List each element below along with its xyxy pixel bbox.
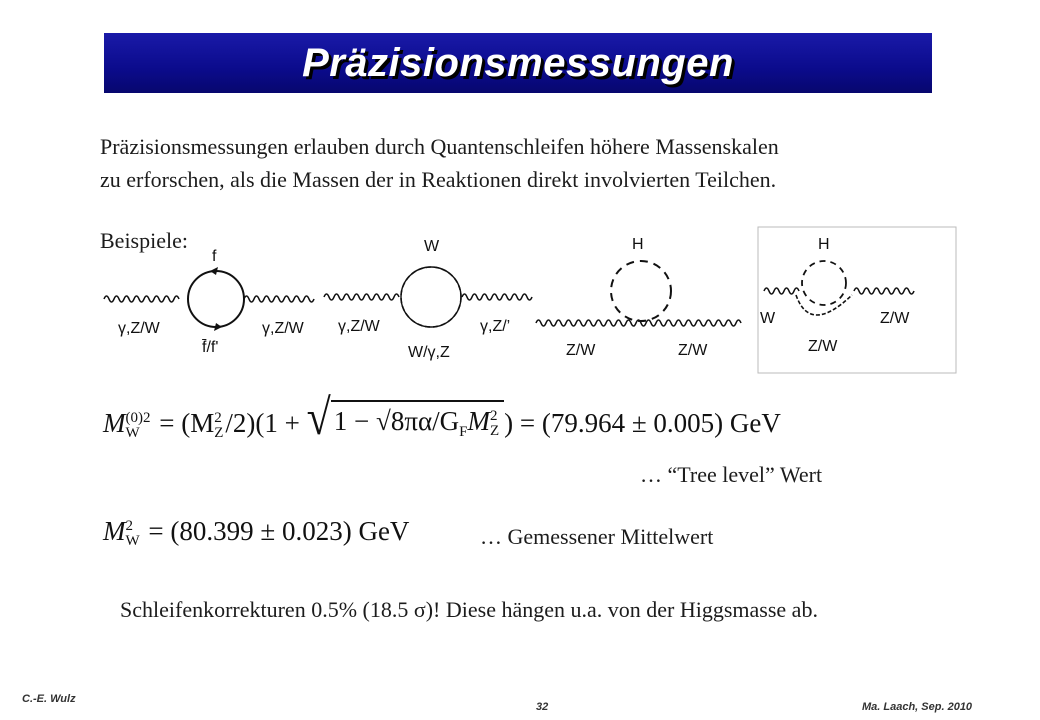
tree-lhs-sup: (0)2 bbox=[125, 409, 151, 426]
footer-page-number: 32 bbox=[536, 701, 549, 713]
diagram2-label-top: W bbox=[424, 238, 440, 255]
intro-line-2: zu erforschen, als die Massen der in Reaktionen direkt involvierten Teilchen. bbox=[100, 167, 777, 192]
diagram3-label-left: Z/W bbox=[566, 342, 596, 359]
measured-formula bbox=[103, 516, 409, 549]
tree-part2: /2)(1 + bbox=[225, 408, 300, 438]
title-bar bbox=[104, 33, 932, 93]
diagram2-label-left: γ,Z/W bbox=[338, 318, 380, 335]
measured-lhs-sup: 2 bbox=[125, 517, 133, 534]
diagram1-label-f: f bbox=[212, 248, 217, 265]
diagram2-label-right: γ,Z/’ bbox=[480, 318, 511, 335]
tree-result: ) = (79.964 ± 0.005) GeV bbox=[504, 408, 781, 438]
footer-event: Ma. Laach, Sep. 2010 bbox=[862, 701, 973, 713]
diagram4-label-top: H bbox=[818, 236, 830, 253]
diagram3-label-right: Z/W bbox=[678, 342, 708, 359]
measured-lhs-sub: W bbox=[125, 532, 140, 549]
diagram3-label-top: H bbox=[632, 236, 644, 253]
diagram4-label-left: W bbox=[760, 310, 776, 327]
tree-sqrt-inner: 8πα/G bbox=[390, 406, 460, 436]
diagram1-label-right: γ,Z/W bbox=[262, 320, 304, 337]
footer-author: C.-E. Wulz bbox=[22, 693, 76, 705]
tree-eq1: = (M bbox=[159, 408, 215, 438]
tree-mz-sup: 2 bbox=[214, 409, 222, 426]
diagram1-label-fbar: f̄/f' bbox=[202, 339, 219, 356]
tree-mz: M bbox=[467, 406, 490, 436]
sqrt-expression: √ $1 - √8\pi\alpha/G_FM$ 2 Z bbox=[307, 400, 505, 441]
feynman-diagrams bbox=[96, 225, 960, 377]
loop-corrections-text: Schleifenkorrekturen 0.5% (18.5 σ)! Diese hängen u.a. von der Higgsmasse ab. bbox=[120, 597, 818, 622]
measured-lhs-base: M bbox=[103, 516, 126, 546]
diagram1-label-left: γ,Z/W bbox=[118, 320, 160, 337]
tree-level-note: … “Tree level” Wert bbox=[640, 462, 823, 487]
tree-sqrt-body: 1 − bbox=[333, 406, 377, 436]
diagram4-label-right: Z/W bbox=[880, 310, 910, 327]
tree-level-formula bbox=[103, 389, 781, 446]
intro-line-1: Präzisionsmessungen erlauben durch Quantenschleifen höhere Massenskalen bbox=[100, 134, 779, 159]
slide-title: Präzisionsmessungen bbox=[302, 40, 734, 85]
intro-paragraph bbox=[100, 130, 960, 196]
measured-result: = (80.399 ± 0.023) GeV bbox=[148, 516, 410, 546]
diagram4-label-bottom: Z/W bbox=[808, 338, 838, 355]
sigma-symbol: σ bbox=[413, 597, 426, 622]
examples-label: Beispiele: bbox=[100, 228, 188, 253]
diagram2-label-bottom: W/γ,Z bbox=[408, 344, 450, 361]
tree-mz-sub: Z bbox=[214, 424, 224, 441]
tree-lhs-sub: W bbox=[125, 424, 140, 441]
tree-gf-sub: F bbox=[459, 424, 468, 440]
tree-lhs-base: M bbox=[103, 408, 126, 438]
measured-note: … Gemessener Mittelwert bbox=[480, 524, 714, 549]
